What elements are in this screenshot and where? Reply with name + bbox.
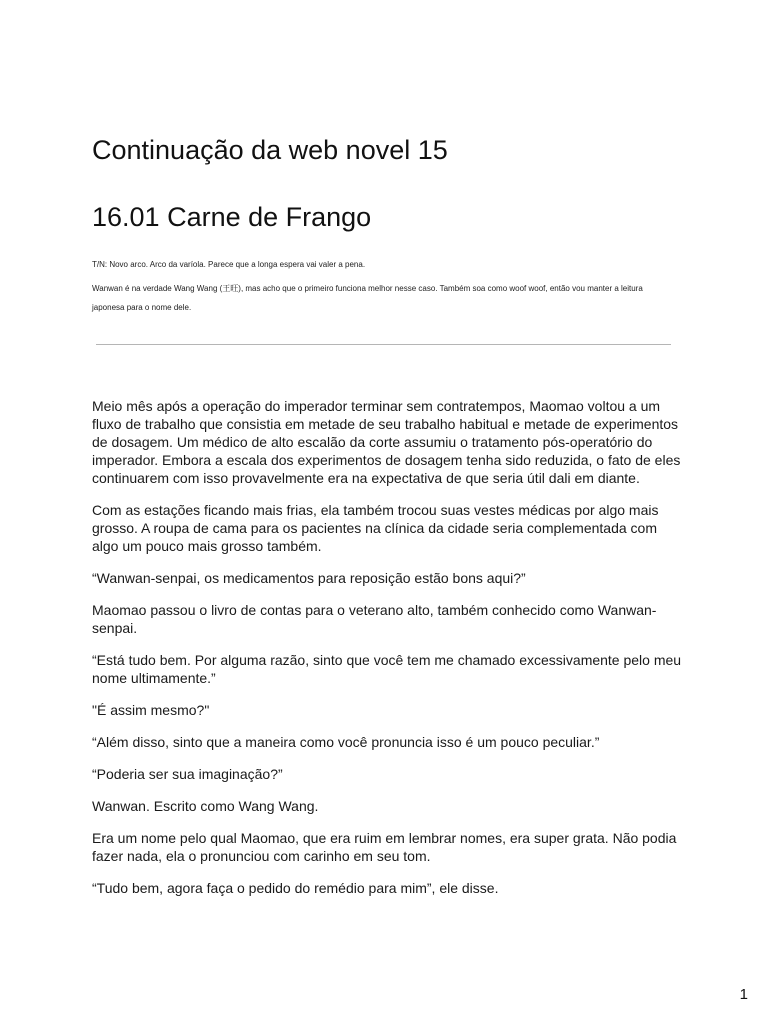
document-title: Continuação da web novel 15 — [92, 135, 448, 165]
translator-note: T/N: Novo arco. Arco da varíola. Parece que a longa espera vai valer a pena. — [92, 260, 366, 269]
paragraph: Wanwan. Escrito como Wang Wang. — [92, 798, 319, 814]
paragraph: Meio mês após a operação do imperador terminar sem contratempos, Maomao voltou a um fluxo de trabalho que consistia em metade de seu trabalho habitual e metade de experimentos de dosagem. Um médico de alto escalão da corte assumiu o tratamento pós-operatório do imperador. Embora a escala dos experimentos de dosagem tenha sido reduzida, o fato de eles continuarem com isso provavelmente era na expectativa de que seria útil dali em diante. — [92, 398, 681, 486]
chapter-title: 16.01 Carne de Frango — [92, 202, 372, 232]
paragraph: Com as estações ficando mais frias, ela também trocou suas vestes médicas por algo mais grosso. A roupa de cama para os pacientes na clínica da cidade seria complementada com algo um pouco mais grosso também. — [92, 502, 659, 554]
paragraph: Maomao passou o livro de contas para o veterano alto, também conhecido como Wanwan-senpai. — [92, 602, 657, 636]
chapter-body — [92, 397, 682, 911]
paragraph: “Está tudo bem. Por alguma razão, sinto que você tem me chamado excessivamente pelo meu nome ultimamente.” — [92, 652, 682, 686]
paragraph: Era um nome pelo qual Maomao, que era ruim em lembrar nomes, era super grata. Não podia fazer nada, ela o pronunciou com carinho em seu tom. — [92, 830, 677, 864]
page-number: 1 — [739, 986, 748, 1003]
paragraph: "É assim mesmo?" — [92, 702, 210, 718]
horizontal-divider — [96, 344, 671, 345]
paragraph: “Além disso, sinto que a maneira como você pronuncia isso é um pouco peculiar.” — [92, 734, 600, 750]
paragraph: “Wanwan-senpai, os medicamentos para reposição estão bons aqui?” — [92, 570, 526, 586]
paragraph: “Tudo bem, agora faça o pedido do remédio para mim”, ele disse. — [92, 880, 499, 896]
translator-note: Wanwan é na verdade Wang Wang (王旺), mas acho que o primeiro funciona melhor nesse caso. Também soa como woof woof, então vou manter a leitura japonesa para o nome dele. — [92, 284, 643, 312]
paragraph: “Poderia ser sua imaginação?” — [92, 766, 283, 782]
